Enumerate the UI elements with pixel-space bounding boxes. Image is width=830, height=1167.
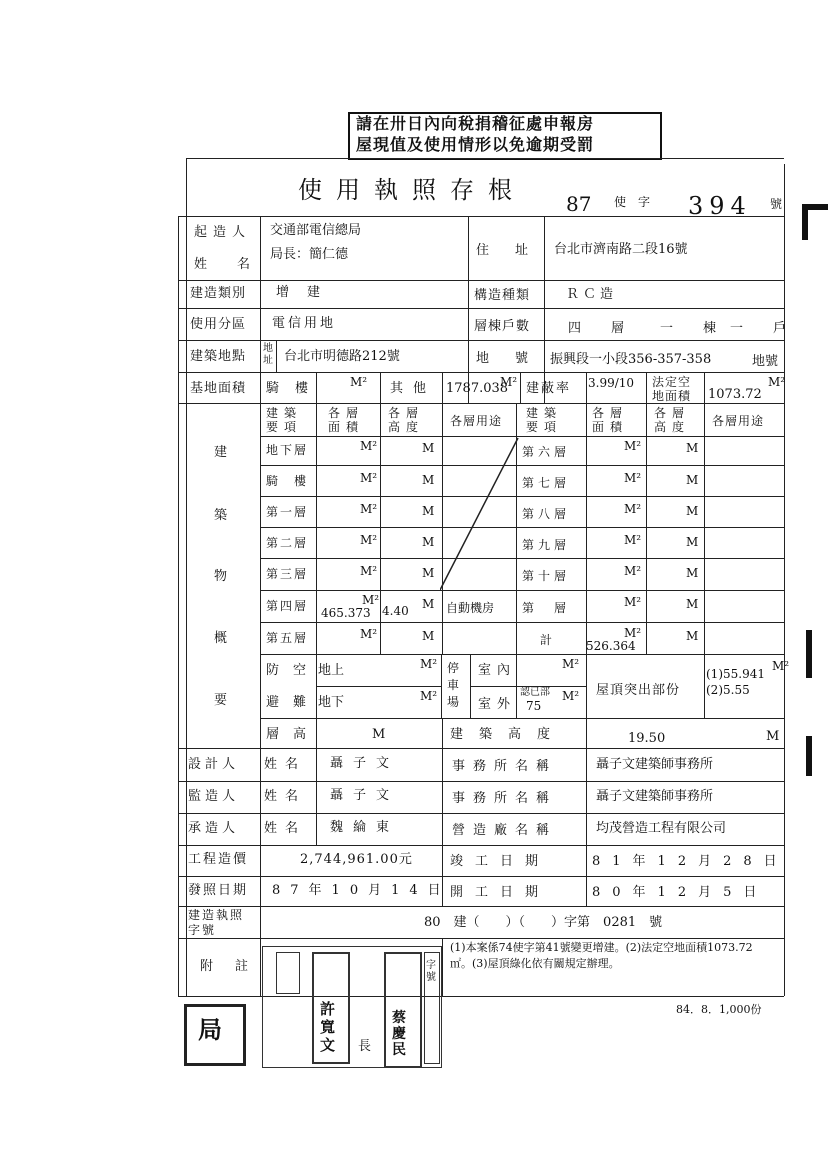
- builder-label-b: 姓名: [194, 257, 281, 272]
- builder-person: 局長：簡仁德: [270, 247, 349, 262]
- parking-label: 停車場: [447, 661, 460, 709]
- approval-stamp-left: [276, 952, 300, 994]
- unit-m2-5: M²: [360, 627, 378, 641]
- contractor-firm-label: 營造廠名稱: [452, 823, 558, 838]
- shelter-label-2: 避難: [266, 695, 321, 710]
- coverage-label: 建蔽率: [526, 381, 572, 396]
- floor-1: 第一層: [266, 505, 309, 519]
- unit-m-total: M: [686, 629, 699, 643]
- floor-4-use: 自動機房: [446, 601, 495, 615]
- completion-label: 竣工日期: [450, 854, 551, 869]
- site-area-label: 基地面積: [190, 381, 247, 396]
- contractor-firm: 均茂營造工程有限公司: [596, 821, 727, 836]
- parking-outdoor-unit: M²: [562, 689, 580, 703]
- coverage-ratio: 3.99/10: [588, 376, 635, 390]
- supervisor-name-label: 姓名: [264, 789, 307, 804]
- permit-label: 建造執照字號: [188, 908, 245, 937]
- floor-8: 第八層: [522, 507, 571, 521]
- col-height-left: 各層高度: [388, 406, 425, 434]
- floor-basement: 地下層: [266, 443, 309, 457]
- parking-outdoor-note: 認已部: [520, 687, 550, 698]
- unit-m-n: M: [686, 597, 699, 611]
- col-item-left: 建築要項: [266, 406, 303, 434]
- floor-6: 第六層: [522, 445, 571, 459]
- structure: ＲＣ造: [566, 287, 618, 302]
- cost-label: 工程造價: [188, 852, 249, 867]
- site-address: 台北市明德路212號: [284, 349, 400, 364]
- col-use-left: 各層用途: [450, 414, 503, 428]
- unit-m-b: M: [422, 441, 435, 455]
- construction-permit: 80 建（ ）（ ）字第 0281 號: [424, 915, 663, 930]
- edge-mark-1: [802, 204, 828, 240]
- builder-label-a: 起造人: [194, 225, 252, 240]
- unit-m-4: M: [422, 597, 435, 611]
- unit-m2-7: M²: [624, 471, 642, 485]
- designer-name-label: 姓名: [264, 757, 307, 772]
- notes-text-1: (1)本案係74使字第41號變更增建。(2)法定空地面積1073.72: [450, 941, 753, 954]
- completion-date: 81年12月28日: [592, 854, 789, 869]
- edge-mark-2: [806, 630, 826, 678]
- parking-outdoor-count: 75: [526, 699, 542, 713]
- unit-m-2: M: [422, 535, 435, 549]
- unit-m2-n: M²: [624, 595, 642, 609]
- unit-m-10: M: [686, 566, 699, 580]
- permit-number: 394: [688, 192, 752, 220]
- storey-height-unit: M: [372, 727, 386, 742]
- unit-m2-9: M²: [624, 533, 642, 547]
- builder-address: 台北市濟南路二段16號: [554, 242, 688, 257]
- unit-m-6: M: [686, 441, 699, 455]
- permit-hao: 號: [770, 197, 783, 211]
- unit-m2-10: M²: [624, 564, 642, 578]
- lot-number: 振興段一小段356-357-358: [550, 352, 712, 367]
- designer-office: 聶子文建築師事務所: [596, 757, 714, 772]
- legal-open-label: 法定空地面積: [652, 375, 692, 403]
- storey-height-label: 層高: [266, 727, 321, 742]
- unit-m2-4: M²: [362, 593, 380, 607]
- col-use-right: 各層用途: [712, 414, 765, 428]
- unit-m-8: M: [686, 504, 699, 518]
- bldg-height-label: 建築高度: [450, 727, 567, 742]
- builder-org: 交通部電信總局: [270, 223, 362, 238]
- shelter-above: 地上: [318, 663, 345, 678]
- site-sub-label: 地址: [263, 343, 273, 366]
- floor-3: 第三層: [266, 567, 309, 581]
- legal-open-area: 1073.72: [708, 387, 762, 402]
- cost-value: 2,744,961.00元: [300, 852, 413, 867]
- unit-m2-6: M²: [624, 439, 642, 453]
- designer-label: 設計人: [188, 757, 240, 772]
- col-height-right: 各層高度: [654, 406, 691, 434]
- supervisor-name: 聶子文: [330, 788, 400, 803]
- permit-word: 使字: [614, 195, 663, 209]
- print-run: 84．8．1,000份: [676, 1003, 762, 1016]
- summary-side-4: 概: [214, 631, 228, 646]
- structure-label: 構造種類: [474, 288, 531, 303]
- permit-year: 87: [566, 192, 592, 216]
- issue-date: 87年10月14日: [272, 883, 451, 898]
- unit-m2-1: M²: [360, 502, 378, 516]
- floor-9: 第九層: [522, 538, 571, 552]
- col-area-left: 各層面積: [328, 406, 365, 434]
- other-unit: M²: [500, 375, 518, 389]
- unit-m2-b: M²: [360, 439, 378, 453]
- floor-10: 第十層: [522, 569, 571, 583]
- unit-m2-3: M²: [360, 564, 378, 578]
- arcade-label: 騎樓: [266, 381, 325, 396]
- notice-line-1: 請在卅日內向稅捐稽征處申報房: [356, 114, 595, 133]
- unit-m2-8: M²: [624, 502, 642, 516]
- roof-label: 屋頂突出部份: [596, 683, 681, 698]
- stamp-name-1: 許寬文: [320, 1000, 336, 1054]
- address-label: 住址: [476, 243, 555, 258]
- summary-side-5: 要: [214, 693, 228, 708]
- floor-4: 第四層: [266, 599, 309, 613]
- bldg-height-unit: M: [766, 729, 780, 744]
- lot-suffix: 地號: [752, 354, 779, 369]
- stamp-name-2: 蔡慶民: [392, 1010, 406, 1058]
- contractor-label: 承造人: [188, 821, 240, 836]
- contractor-name: 魏綸東: [330, 820, 400, 835]
- shelter-above-unit: M²: [420, 657, 438, 671]
- other-label: 其他: [390, 381, 437, 396]
- bldg-height: 19.50: [628, 731, 666, 746]
- supervisor-office: 聶子文建築師事務所: [596, 789, 714, 804]
- legal-open-unit: M²: [768, 375, 786, 389]
- unit-m-a: M: [422, 473, 435, 487]
- arcade-unit: M²: [350, 375, 368, 389]
- unit-m-7: M: [686, 473, 699, 487]
- col-item-right: 建築要項: [526, 406, 563, 434]
- shelter-below: 地下: [318, 695, 345, 710]
- floor-4-height: 4.40: [382, 604, 409, 618]
- roof-value-1-unit: M²: [772, 659, 790, 673]
- void-diagonal: [440, 436, 520, 592]
- summary-side-3: 物: [214, 569, 228, 584]
- notes-label: 附註: [200, 959, 271, 974]
- stamp-chief: 長: [358, 1039, 372, 1054]
- col-area-right: 各層面積: [592, 406, 629, 434]
- unit-m-3: M: [422, 566, 435, 580]
- build-type-label: 建造類別: [190, 286, 247, 301]
- seal-text: 局: [198, 1015, 222, 1044]
- shelter-label-1: 防空: [266, 663, 321, 678]
- parking-indoor-unit: M²: [562, 657, 580, 671]
- floor-5: 第五層: [266, 631, 309, 645]
- total-area: 526.364: [586, 639, 636, 653]
- floor-total: 計: [540, 633, 553, 647]
- unit-m2-2: M²: [360, 533, 378, 547]
- lot-label: 地號: [476, 351, 555, 366]
- summary-side-2: 築: [214, 508, 228, 523]
- unit-m-1: M: [422, 504, 435, 518]
- floors-label: 層棟戶數: [474, 319, 531, 334]
- zone: 電信用地: [272, 316, 337, 331]
- edge-mark-3: [806, 736, 826, 776]
- unit-count: 一戶: [730, 321, 817, 336]
- issue-label: 發照日期: [188, 883, 249, 898]
- unit-m2-total: M²: [624, 626, 642, 640]
- supervisor-office-label: 事務所名稱: [452, 791, 558, 806]
- unit-m-9: M: [686, 535, 699, 549]
- form-title: 使用執照存根: [298, 176, 526, 204]
- roof-value-2: (2)5.55: [706, 683, 750, 697]
- roof-value-1: (1)55.941: [706, 667, 765, 681]
- start-date: 80年12月5日: [592, 885, 769, 900]
- floor-2: 第二層: [266, 536, 309, 550]
- unit-m2-a: M²: [360, 471, 378, 485]
- other-area: 1787.038: [446, 381, 509, 396]
- shelter-below-unit: M²: [420, 689, 438, 703]
- zone-label: 使用分區: [190, 317, 247, 332]
- floors-count: 四層: [568, 321, 655, 336]
- parking-outdoor: 室外: [478, 697, 517, 712]
- floor-n: 第 層: [522, 601, 571, 615]
- notice-line-2: 屋現值及使用情形以免逾期受罰: [356, 135, 595, 154]
- build-type: 增建: [276, 285, 339, 300]
- parking-indoor: 室內: [478, 663, 517, 678]
- unit-m-5: M: [422, 629, 435, 643]
- floor-arcade: 騎樓: [266, 474, 323, 488]
- floor-7: 第七層: [522, 476, 571, 490]
- contractor-name-label: 姓名: [264, 821, 307, 836]
- supervisor-label: 監造人: [188, 789, 240, 804]
- floor-4-area: 465.373: [321, 606, 371, 620]
- designer-office-label: 事務所名稱: [452, 759, 558, 774]
- start-label: 開工日期: [450, 885, 551, 900]
- site-label: 建築地點: [190, 349, 247, 364]
- summary-side-1: 建: [214, 445, 228, 460]
- designer-name: 聶子文: [330, 756, 400, 771]
- notes-text-2: ㎡。(3)屋頂綠化依有關規定辦理。: [450, 957, 620, 970]
- bldg-count: 一棟: [660, 321, 747, 336]
- stamp-strip-label: 字號: [426, 960, 436, 983]
